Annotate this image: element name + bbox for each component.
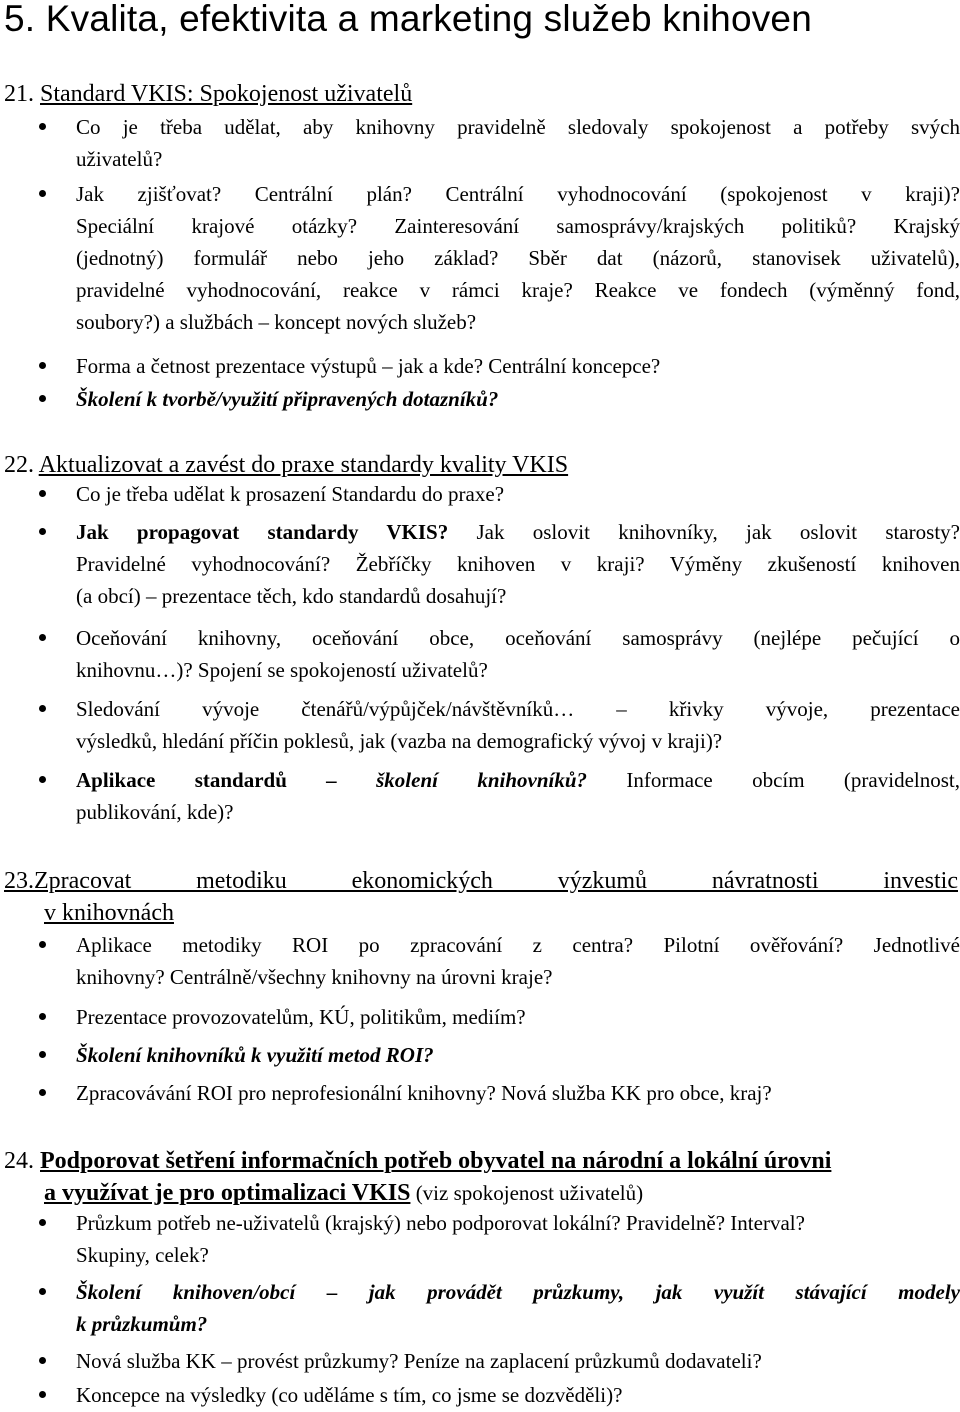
s22-bullet-3: Oceňování knihovny, oceňování obce, oceňování samosprávy (nejlépe pečující o knihovnu…)? Spojení se spokojeností uživatelů? [76,622,960,686]
s22-bullet-1: Co je třeba udělat k prosazení Standardu do praxe? [76,478,960,510]
s23-bullet-1: Aplikace metodiky ROI po zpracování z centra? Pilotní ověřování? Jednotlivé knihovny? Centrálně/všechny knihovny na úrovni kraje? [76,929,960,993]
section-24-title [4,1145,831,1177]
s23-bullet-4: Zpracovávání ROI pro neprofesionální knihovny? Nová služba KK pro obce, kraj? [76,1077,960,1109]
s24-bullet-1: Průzkum potřeb ne-uživatelů (krajský) nebo podporovat lokální? Pravidelně? Interval? Skupiny, celek? [76,1207,960,1271]
s23-bullet-2: Prezentace provozovatelům, KÚ, politikům, mediím? [76,1001,960,1033]
s21-bullet-1: Co je třeba udělat, aby knihovny pravidelně sledovaly spokojenost a potřeby svých uživatelů? [76,111,960,175]
section-24-heading: Podporovat šetření informačních potřeb obyvatel na národní a lokální úrovni [40,1148,832,1174]
s21-bullet-2: Jak zjišťovat? Centrální plán? Centrální vyhodnocování (spokojenost v kraji)? Speciální krajové otázky? Zainteresování samosprávy/krajských politiků? Krajský (jednotný) formulář nebo jeho základ? Sběr dat (názorů, stanovisek uživatelů), pravidelné vyhodnocování, reakce v rámci kraje? Reakce ve fondech (výměnný fond, soubory?) a službách – koncept nových služeb? [76,178,960,338]
section-21-title [4,78,412,110]
s23-bullet-3: Školení knihovníků k využití metod ROI? [76,1039,960,1071]
section-22-number: 22. [4,452,39,478]
s24-bullet-2: Školení knihoven/obcí – jak provádět průzkumy, jak využít stávající modely k průzkumům? [76,1276,960,1340]
section-24-title-line-2: a využívat je pro optimalizaci VKIS (viz spokojenost uživatelů) [44,1180,644,1206]
s21-bullet-3: Forma a četnost prezentace výstupů – jak a kde? Centrální koncepce? [76,350,960,382]
section-23-title: 23.Zpracovat metodiku ekonomických výzkumů návratnosti investic [4,868,958,894]
section-21-heading: Standard VKIS: Spokojenost uživatelů [40,81,413,107]
section-22-heading: Aktualizovat a zavést do praxe standardy kvality VKIS [38,452,569,478]
section-22-title [4,449,568,481]
s24-bullet-3: Nová služba KK – provést průzkumy? Peníze na zaplacení průzkumů dodavateli? [76,1345,960,1377]
chapter-title: 5. Kvalita, efektivita a marketing služeb knihoven [4,0,812,39]
section-24-number: 24. [4,1148,40,1174]
s22-bullet-4: Sledování vývoje čtenářů/výpůjček/návštěvníků… – křivky vývoje, prezentace výsledků, hledání příčin poklesů, jak (vazba na demografický vývoj v kraji)? [76,693,960,757]
s22-bullet-5: Aplikace standardů – školení knihovníků? Informace obcím (pravidelnost, publikování, kde)? [76,764,960,828]
s22-bullet-2: Jak propagovat standardy VKIS? Jak oslovit knihovníky, jak oslovit starosty? Pravidelné vyhodnocování? Žebříčky knihoven v kraji? Výměny zkušeností knihoven (a obcí) – prezentace těch, kdo standardů dosahují? [76,516,960,612]
section-23-title-line-2: v knihovnách [44,900,174,926]
s21-bullet-4: Školení k tvorbě/využití připravených dotazníků? [76,383,960,415]
s24-bullet-4: Koncepce na výsledky (co uděláme s tím, co jsme se dozvěděli)? [76,1379,960,1411]
section-21-number: 21. [4,81,40,107]
